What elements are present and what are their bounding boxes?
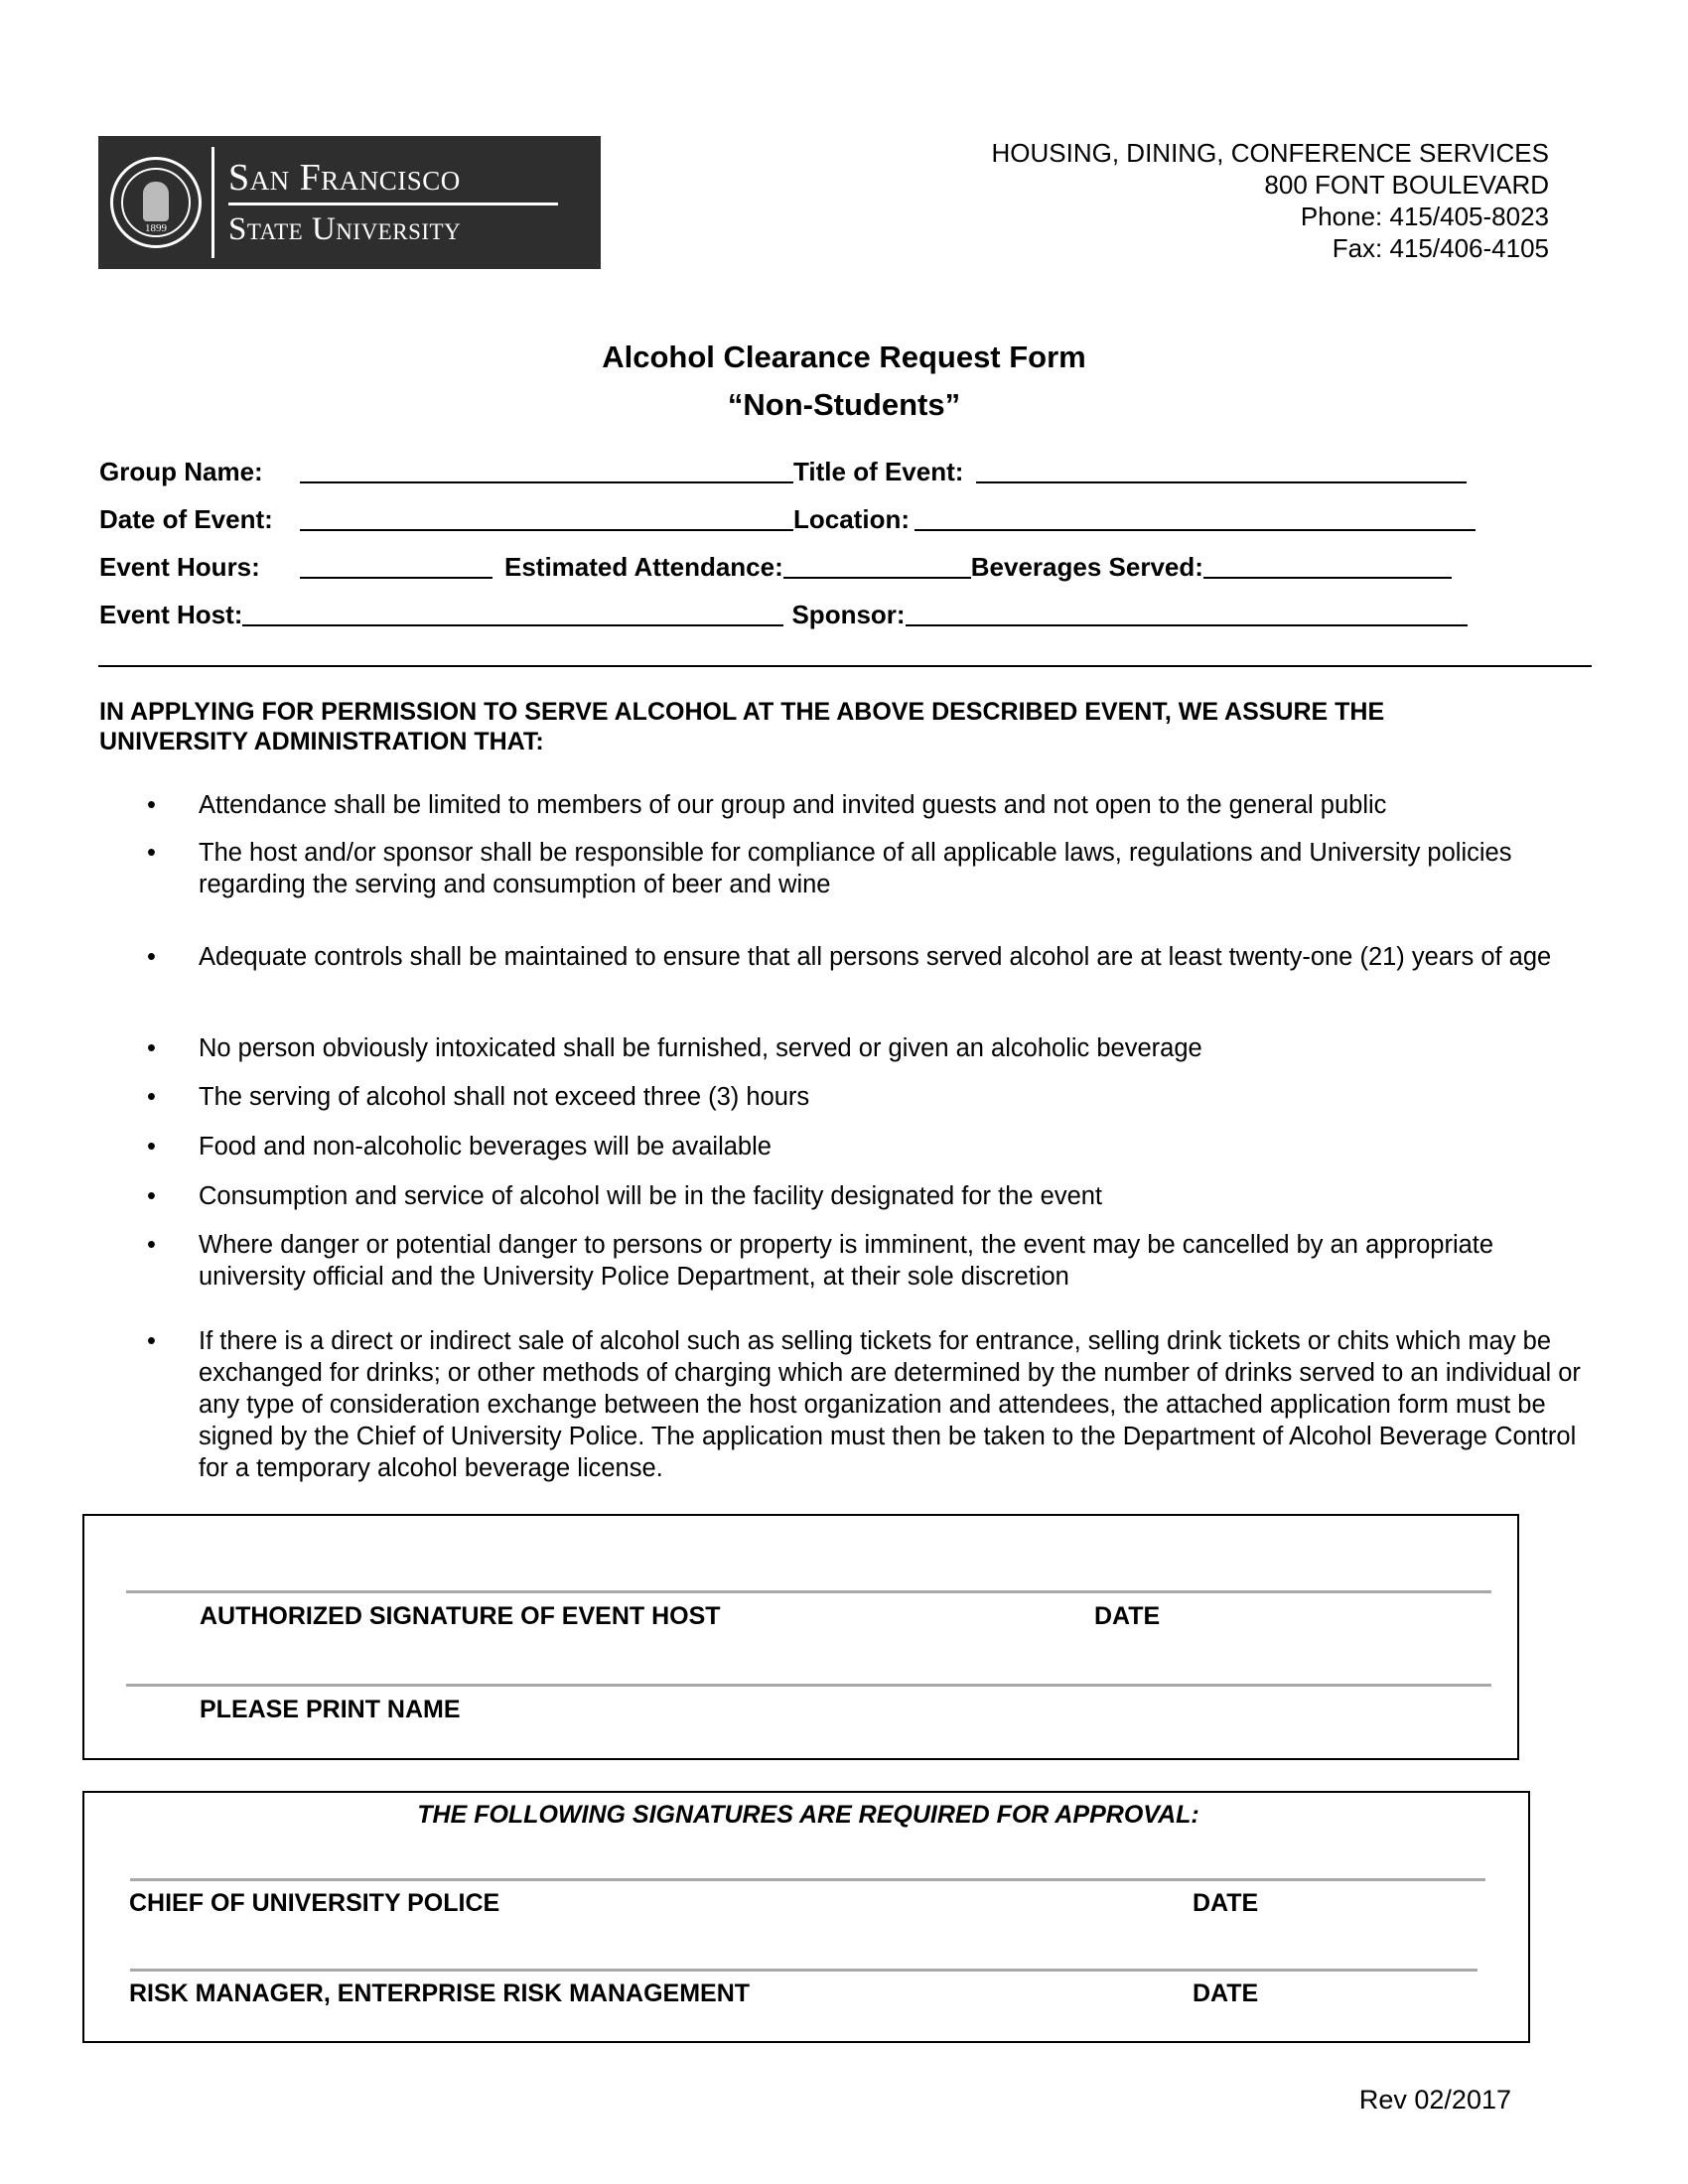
list-item-text: Adequate controls shall be maintained to ensure that all persons served alcohol are at least twenty-one (21) years of age: [199, 943, 1552, 971]
host-signature-label: AUTHORIZED SIGNATURE OF EVENT HOST: [200, 1602, 721, 1630]
location-field[interactable]: [914, 529, 1476, 531]
assurance-heading: [99, 697, 1509, 756]
list-item: [147, 1229, 1587, 1293]
list-item: [147, 1180, 1587, 1212]
event-host-label: Event Host:: [99, 600, 243, 629]
event-hours-field[interactable]: [300, 577, 492, 579]
bullet-icon: •: [147, 1133, 156, 1160]
list-item-text: Where danger or potential danger to persons or property is imminent, the event may be cancelled by an appropriate university official and the University Police Department, at their sole discretion: [199, 1231, 1494, 1291]
list-item: [147, 1325, 1587, 1484]
university-seal-icon: [110, 157, 202, 248]
print-name-label: PLEASE PRINT NAME: [200, 1696, 461, 1723]
list-item-text: The host and/or sponsor shall be responsible for compliance of all applicable laws, regulations and University policies regarding the serving and consumption of beer and wine: [199, 839, 1512, 898]
form-title: Alcohol Clearance Request Form: [602, 340, 1086, 374]
risk-date-label: DATE: [1193, 1979, 1259, 2007]
group-name-label: Group Name:: [99, 457, 263, 486]
address-line: 800 FONT BOULEVARD: [1264, 170, 1549, 200]
seal-year: 1899: [145, 222, 167, 234]
bullet-icon: •: [147, 1327, 156, 1355]
sponsor-label: Sponsor:: [791, 600, 906, 629]
event-host-field[interactable]: [242, 624, 783, 626]
event-hours-label: Event Hours:: [99, 552, 260, 582]
bullet-icon: •: [147, 1083, 156, 1111]
estimated-attendance-field[interactable]: [783, 577, 971, 579]
list-item: [147, 789, 1587, 821]
logo-line-2: State University: [228, 211, 462, 247]
bullet-icon: •: [147, 1231, 156, 1259]
form-row-hours-attendance: [99, 547, 1489, 583]
list-item: [147, 933, 1587, 981]
risk-signature-line[interactable]: [130, 1969, 1477, 1972]
police-label: CHIEF OF UNIVERSITY POLICE: [129, 1889, 500, 1917]
beverages-served-field[interactable]: [1203, 577, 1452, 579]
date-of-event-label: Date of Event:: [99, 504, 273, 534]
title-of-event-field[interactable]: [976, 481, 1467, 483]
police-signature-line[interactable]: [130, 1878, 1485, 1881]
address-line: Fax: 415/406-4105: [1332, 233, 1549, 263]
form-row-group-title: [99, 452, 1489, 487]
list-item-text: No person obviously intoxicated shall be furnished, served or given an alcoholic beverage: [199, 1034, 1202, 1062]
list-item-text: If there is a direct or indirect sale of alcohol such as selling tickets for entrance, selling drink tickets or chits which may be exchanged for drinks; or other methods of charging which are determined by the number of drinks served to an individual or any type of consideration exchange between the host organization and attendees, the attached application form must be signed by the Chief of University Police. The application must then be taken to the Department of Alcohol Beverage Control for a temporary alcohol beverage license.: [199, 1327, 1581, 1482]
assurance-heading-line-2: UNIVERSITY ADMINISTRATION THAT:: [99, 728, 544, 755]
logo-line-1: San Francisco: [228, 157, 461, 199]
list-item-text: Consumption and service of alcohol will be in the facility designated for the event: [199, 1182, 1103, 1210]
title-of-event-label: Title of Event:: [793, 457, 964, 486]
host-signature-line[interactable]: [126, 1590, 1491, 1593]
location-label: Location:: [793, 504, 910, 534]
print-name-line[interactable]: [126, 1684, 1491, 1687]
assurance-heading-line-1: IN APPLYING FOR PERMISSION TO SERVE ALCOHOL AT THE ABOVE DESCRIBED EVENT, WE ASSURE THE: [99, 698, 1385, 726]
approval-heading: THE FOLLOWING SIGNATURES ARE REQUIRED FOR APPROVAL:: [417, 1801, 1199, 1829]
host-date-label: DATE: [1094, 1602, 1161, 1630]
sponsor-field[interactable]: [906, 624, 1468, 626]
list-item-text: Food and non-alcoholic beverages will be available: [199, 1133, 772, 1160]
list-item: [147, 1081, 1587, 1113]
bullet-icon: •: [147, 791, 156, 819]
date-of-event-field[interactable]: [300, 529, 793, 531]
group-name-field[interactable]: [300, 481, 793, 483]
list-item-text: Attendance shall be limited to members of our group and invited guests and not open to the general public: [199, 791, 1387, 819]
form-subtitle: “Non-Students”: [727, 387, 961, 422]
list-item-text: The serving of alcohol shall not exceed three (3) hours: [199, 1083, 810, 1111]
department-address: [992, 137, 1550, 264]
list-item: [147, 1032, 1587, 1064]
list-item: [147, 837, 1587, 900]
bullet-icon: •: [147, 1182, 156, 1210]
host-signature-box: [82, 1514, 1519, 1760]
form-row-date-location: [99, 499, 1489, 535]
bullet-icon: •: [147, 1034, 156, 1062]
bullet-icon: •: [147, 839, 156, 867]
address-line: Phone: 415/405-8023: [1300, 202, 1549, 231]
risk-manager-label: RISK MANAGER, ENTERPRISE RISK MANAGEMENT: [129, 1979, 751, 2007]
bullet-icon: •: [147, 943, 156, 971]
revision-label: Rev 02/2017: [1358, 2085, 1511, 2115]
form-row-host-sponsor: [99, 595, 1489, 630]
section-divider: [98, 665, 1592, 667]
police-date-label: DATE: [1193, 1889, 1259, 1917]
estimated-attendance-label: Estimated Attendance:: [504, 552, 783, 582]
beverages-served-label: Beverages Served:: [970, 552, 1203, 582]
sfsu-logo: [98, 136, 601, 269]
list-item: [147, 1131, 1587, 1162]
address-line: HOUSING, DINING, CONFERENCE SERVICES: [991, 138, 1549, 168]
approval-box: [82, 1791, 1530, 2043]
